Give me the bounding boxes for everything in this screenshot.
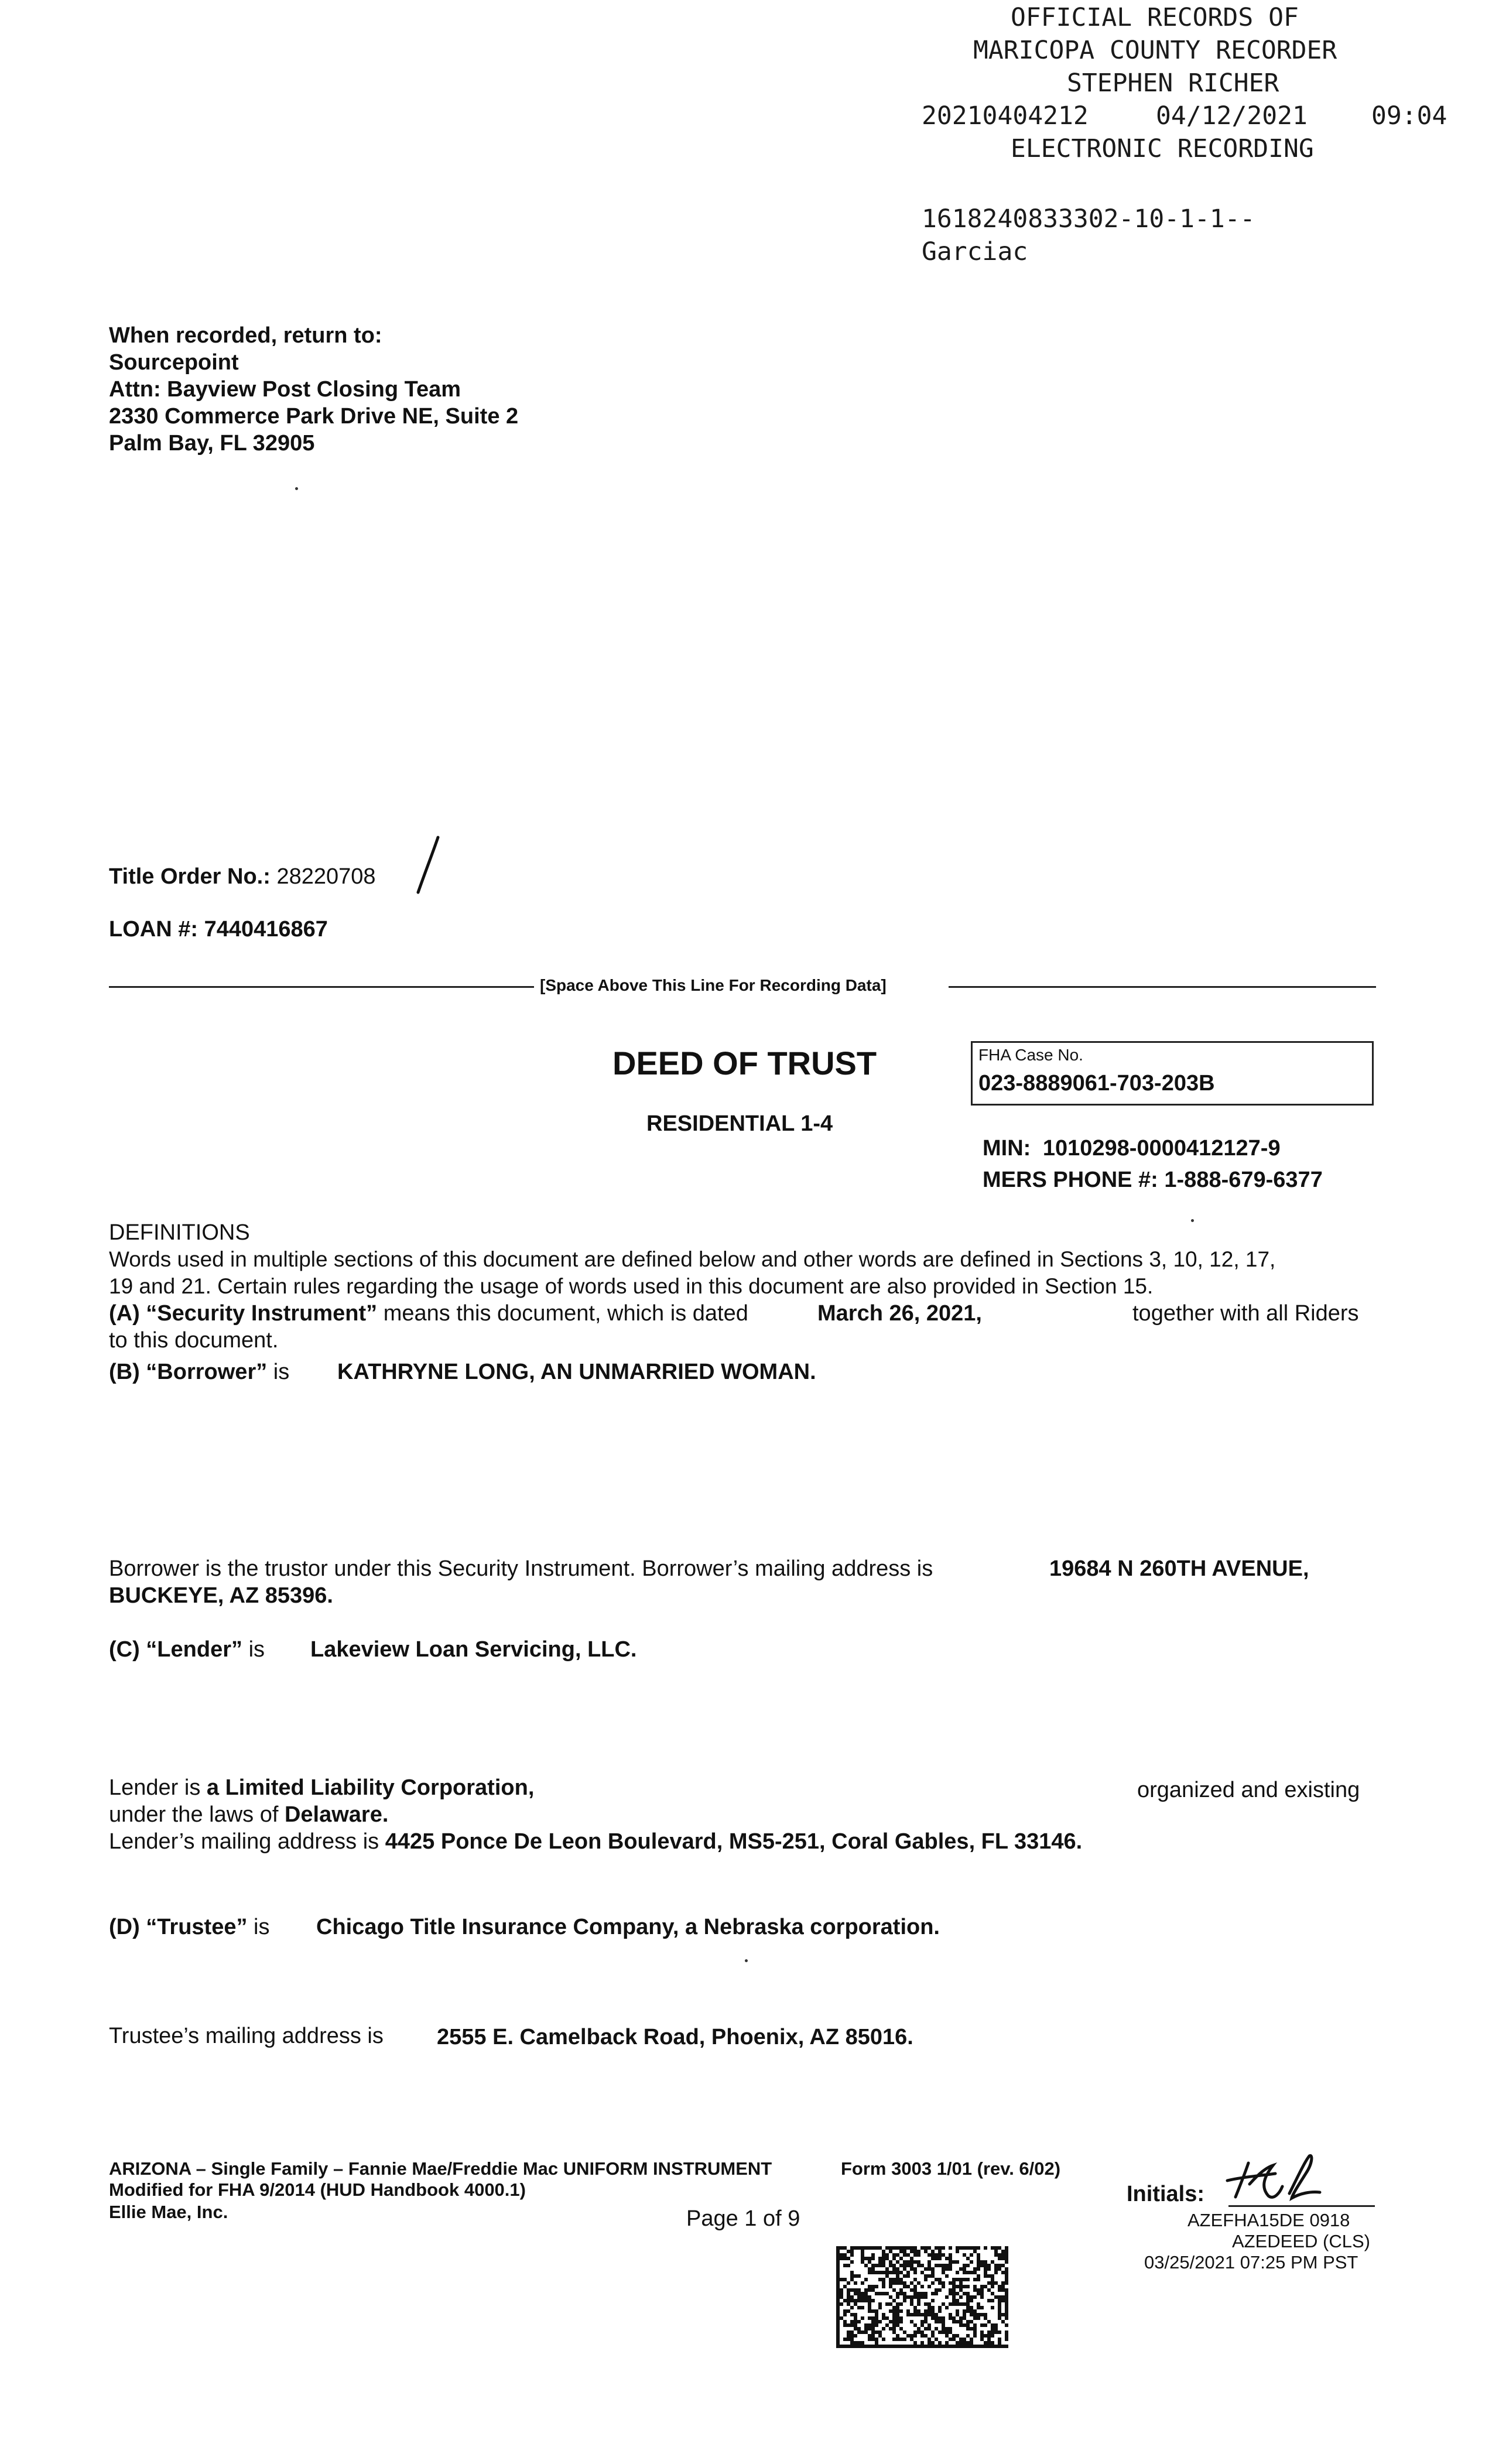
footer-form: Form 3003 1/01 (rev. 6/02)	[841, 2158, 1061, 2179]
min-value: 1010298-0000412127-9	[1042, 1136, 1281, 1161]
footer-line2: Modified for FHA 9/2014 (HUD Handbook 4000.1)	[109, 2179, 526, 2200]
document-title: DEED OF TRUST	[612, 1045, 877, 1082]
trustee-mail-value: 2555 E. Camelback Road, Phoenix, AZ 85016.	[437, 2025, 913, 2049]
document-barcode	[836, 2246, 1009, 2350]
def-b-label: (B) “Borrower”	[109, 1360, 268, 1384]
lender-mail-value: 4425 Ponce De Leon Boulevard, MS5-251, Coral Gables, FL 33146.	[385, 1829, 1083, 1854]
mers-label: MERS PHONE #:	[983, 1168, 1158, 1192]
trustee-mail-label: Trustee’s mailing address is	[109, 2024, 384, 2048]
initials-signature	[1224, 2150, 1323, 2209]
loan-value: 7440416867	[204, 917, 328, 942]
borrower-address-2: BUCKEYE, AZ 85396.	[109, 1583, 333, 1608]
recorder-line2: MARICOPA COUNTY RECORDER	[973, 36, 1337, 65]
footer-code1: AZEFHA15DE 0918	[1187, 2210, 1350, 2230]
return-to-line1: Sourcepoint	[109, 350, 239, 375]
stray-dot-3	[745, 1959, 748, 1962]
title-order-row	[109, 863, 376, 890]
def-d-is: is	[254, 1915, 270, 1939]
loan-row	[109, 916, 328, 943]
stray-dot	[295, 487, 298, 490]
loan-label: LOAN #:	[109, 917, 198, 942]
initials-label: Initials:	[1127, 2182, 1205, 2206]
lender-is-row	[109, 1774, 534, 1801]
def-a-row	[109, 1300, 748, 1327]
stray-dot-2	[1191, 1219, 1194, 1222]
definitions-intro-line2: 19 and 21. Certain rules regarding the usage of words used in this document are also provided in Section 15.	[109, 1274, 1154, 1298]
return-to-line4: Palm Bay, FL 32905	[109, 431, 315, 456]
return-to-line3: 2330 Commerce Park Drive NE, Suite 2	[109, 404, 519, 429]
footer-code3: 03/25/2021 07:25 PM PST	[1144, 2252, 1358, 2273]
def-c-is: is	[248, 1637, 265, 1662]
separator-right	[949, 986, 1376, 988]
hand-slash-mark	[410, 834, 445, 898]
title-order-value: 28220708	[276, 864, 376, 889]
footer-code2: AZEDEED (CLS)	[1232, 2231, 1370, 2251]
fha-case-box	[971, 1041, 1374, 1106]
def-d-label: (D) “Trustee”	[109, 1915, 248, 1939]
recorder-line1: OFFICIAL RECORDS OF	[1011, 3, 1299, 32]
def-c-value: Lakeview Loan Servicing, LLC.	[310, 1637, 637, 1662]
lender-laws-row	[109, 1801, 388, 1828]
lender-is: Lender is	[109, 1775, 201, 1800]
recorder-ref: 1618240833302-10-1-1--	[922, 204, 1255, 234]
recording-line-label: [Space Above This Line For Recording Data]	[540, 976, 887, 994]
footer-line1: ARIZONA – Single Family – Fannie Mae/Freddie Mac UNIFORM INSTRUMENT	[109, 2158, 772, 2179]
trustee-mail-row	[109, 2022, 384, 2049]
min-label: MIN:	[983, 1136, 1031, 1161]
min-row	[983, 1135, 1281, 1162]
def-c-label: (C) “Lender”	[109, 1637, 242, 1662]
definitions-intro-line1: Words used in multiple sections of this document are defined below and other words are defined in Sections 3, 10, 12, 17,	[109, 1247, 1276, 1271]
title-order-label: Title Order No.:	[109, 864, 271, 889]
def-a-text: means this document, which is dated	[383, 1301, 748, 1326]
recorder-ref-name: Garciac	[922, 237, 1028, 266]
lender-state: Delaware.	[284, 1802, 389, 1827]
mers-value: 1-888-679-6377	[1164, 1168, 1323, 1192]
borrower-address-1: 19684 N 260TH AVENUE,	[1049, 1556, 1309, 1581]
return-to-label: When recorded, return to:	[109, 323, 382, 348]
recorder-line5: ELECTRONIC RECORDING	[1011, 134, 1314, 163]
def-c-row	[109, 1636, 265, 1663]
def-a-label: (A) “Security Instrument”	[109, 1301, 378, 1326]
return-to-line2: Attn: Bayview Post Closing Team	[109, 377, 461, 402]
document-subtitle: RESIDENTIAL 1-4	[646, 1111, 833, 1136]
separator-left	[109, 986, 534, 988]
lender-laws: under the laws of	[109, 1802, 279, 1827]
def-a-tail: together with all Riders	[1132, 1301, 1359, 1326]
recorder-number: 20210404212	[922, 101, 1089, 131]
def-b-is: is	[273, 1360, 290, 1384]
definitions-heading: DEFINITIONS	[109, 1220, 250, 1245]
def-a-date: March 26, 2021,	[817, 1301, 982, 1326]
recorder-time: 09:04	[1371, 101, 1447, 131]
footer-page: Page 1 of 9	[686, 2206, 800, 2231]
def-d-value: Chicago Title Insurance Company, a Nebraska corporation.	[316, 1915, 940, 1939]
recorder-date: 04/12/2021	[1156, 101, 1308, 131]
def-b-value: KATHRYNE LONG, AN UNMARRIED WOMAN.	[337, 1360, 816, 1384]
def-b-row	[109, 1358, 289, 1385]
lender-mail-label: Lender’s mailing address is	[109, 1829, 379, 1854]
lender-mail-row	[109, 1828, 1082, 1855]
def-a-line2: to this document.	[109, 1328, 279, 1353]
recorder-line3: STEPHEN RICHER	[1067, 69, 1279, 98]
fha-case-value: 023-8889061-703-203B	[978, 1071, 1215, 1096]
footer-line3: Ellie Mae, Inc.	[109, 2202, 228, 2222]
mers-row	[983, 1166, 1323, 1193]
borrower-line: Borrower is the trustor under this Security Instrument. Borrower’s mailing address is	[109, 1556, 933, 1581]
fha-case-label: FHA Case No.	[978, 1046, 1083, 1064]
lender-type: a Limited Liability Corporation,	[206, 1775, 535, 1800]
def-d-row	[109, 1914, 270, 1941]
lender-organized: organized and existing	[1137, 1778, 1360, 1802]
